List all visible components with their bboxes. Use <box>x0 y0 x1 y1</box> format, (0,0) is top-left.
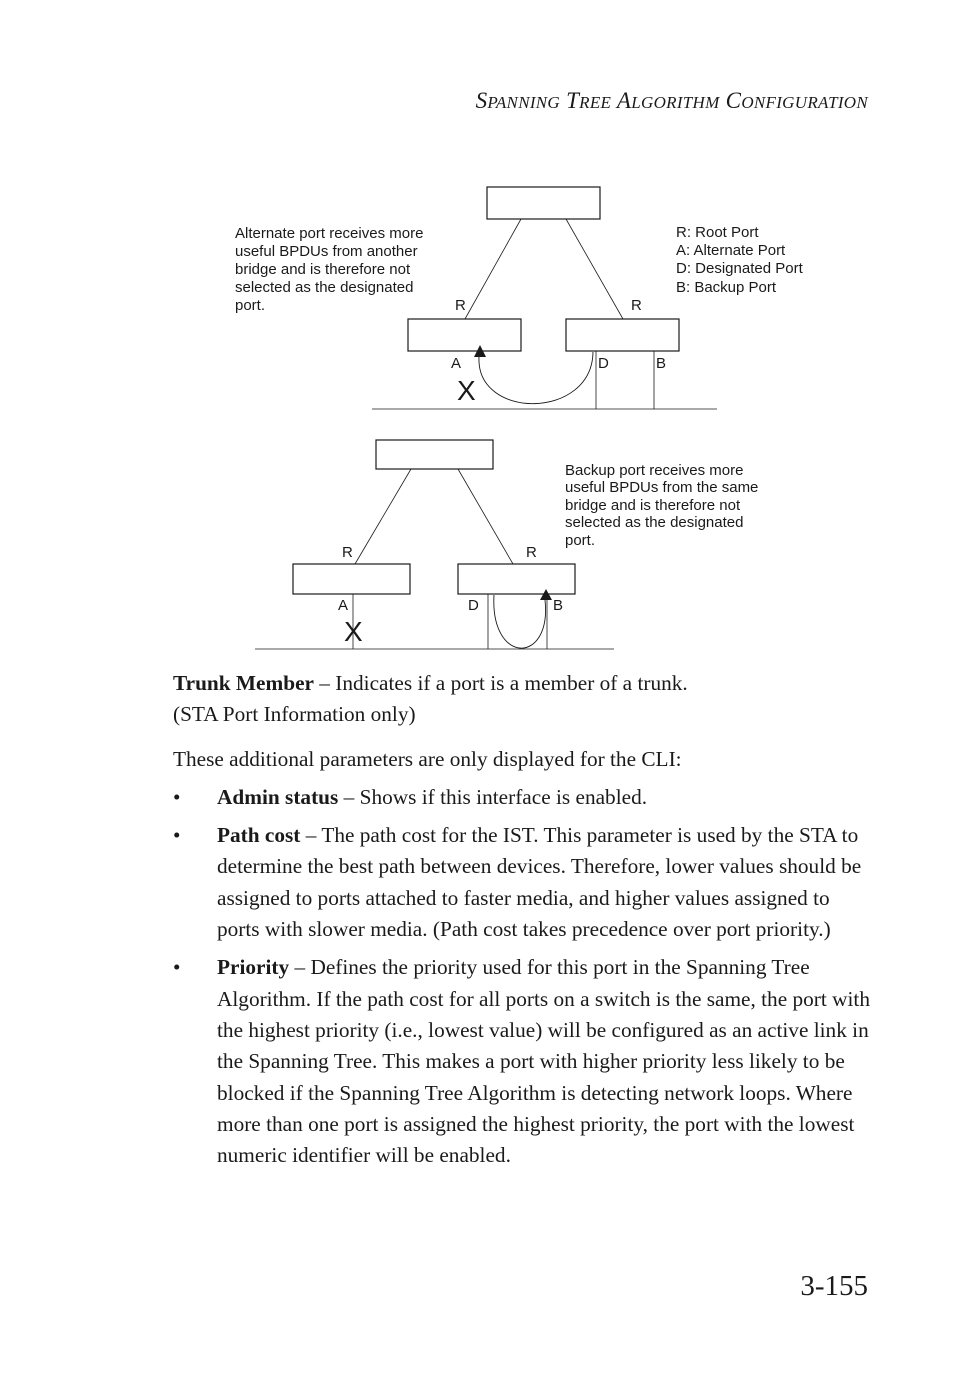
blocked-port-x-icon: X <box>457 375 476 406</box>
svg-text:D: D <box>468 597 479 614</box>
svg-text:port.: port. <box>235 297 266 314</box>
svg-text:A: Alternate Port: A: Alternate Port <box>676 242 786 259</box>
bridge-box-1a <box>408 319 521 351</box>
svg-text:bridge and is therefore not: bridge and is therefore not <box>565 497 741 514</box>
svg-text:useful BPDUs from another: useful BPDUs from another <box>235 243 418 260</box>
list-item: • Admin status – Shows if this interface is enabled. <box>173 784 648 809</box>
svg-text:D: D <box>598 355 609 372</box>
running-header: SPANNING TREE ALGORITHM CONFIGURATION <box>475 88 868 113</box>
svg-text:R: R <box>455 297 466 314</box>
root-bridge-box-1 <box>487 187 600 219</box>
bpdu-path-2 <box>494 595 546 648</box>
svg-text:D: Designated Port: D: Designated Port <box>676 260 803 277</box>
list-item: • Priority – Defines the priority used for this port in the Spanning Tree Algorithm. If the path cost for all ports on a switch is the same, the port with the highest priority (i.e., lowest value) will be configured as an active link in the Spanning Tree. This makes a port with higher priority less likely to be blocked if the Spanning Tree Algorithm is detecting network loops. Where more than one port is assigned the highest priority, the port with the lowest numeric identifier will be enabled. <box>173 955 870 1168</box>
svg-text:A: A <box>338 597 349 614</box>
bridge-box-2b <box>458 564 575 594</box>
svg-text:useful BPDUs from the same: useful BPDUs from the same <box>565 479 759 496</box>
svg-text:R: R <box>631 297 642 314</box>
bridge-box-1b <box>566 319 679 351</box>
root-bridge-box-2 <box>376 440 493 469</box>
svg-text:B: B <box>656 355 667 372</box>
bridge-box-2a <box>293 564 410 594</box>
svg-text:bridge and is therefore not: bridge and is therefore not <box>235 261 411 278</box>
svg-text:Backup port receives more: Backup port receives more <box>565 462 744 479</box>
svg-text:B: B <box>553 597 564 614</box>
svg-text:B: Backup Port: B: Backup Port <box>676 279 777 296</box>
svg-text:R: R <box>342 544 353 561</box>
svg-text:port.: port. <box>565 532 596 549</box>
page-number: 3-155 <box>800 1270 868 1302</box>
svg-text:A: A <box>451 355 462 372</box>
svg-text:selected as the designated: selected as the designated <box>565 514 744 531</box>
list-item: • Path cost – The path cost for the IST. This parameter is used by the STA to determine the best path between devices. Therefore, lower values should be assigned to ports attached to faster media, and higher values assigned to ports with slower media. (Path cost takes precedence over port priority.) <box>173 823 862 942</box>
blocked-port-x-icon: X <box>344 616 363 647</box>
svg-text:R: R <box>526 544 537 561</box>
spanning-tree-diagram <box>0 0 954 670</box>
svg-text:selected as the designated: selected as the designated <box>235 279 414 296</box>
svg-text:Alternate port receives more: Alternate port receives more <box>235 225 424 242</box>
cli-intro: These additional parameters are only displayed for the CLI: <box>173 746 682 771</box>
bpdu-path-1 <box>479 352 593 404</box>
trunk-member-paragraph: Trunk Member – Indicates if a port is a member of a trunk. (STA Port Information only) <box>173 671 688 727</box>
body-text <box>173 668 873 1171</box>
svg-text:R: Root Port: R: Root Port <box>676 224 759 241</box>
